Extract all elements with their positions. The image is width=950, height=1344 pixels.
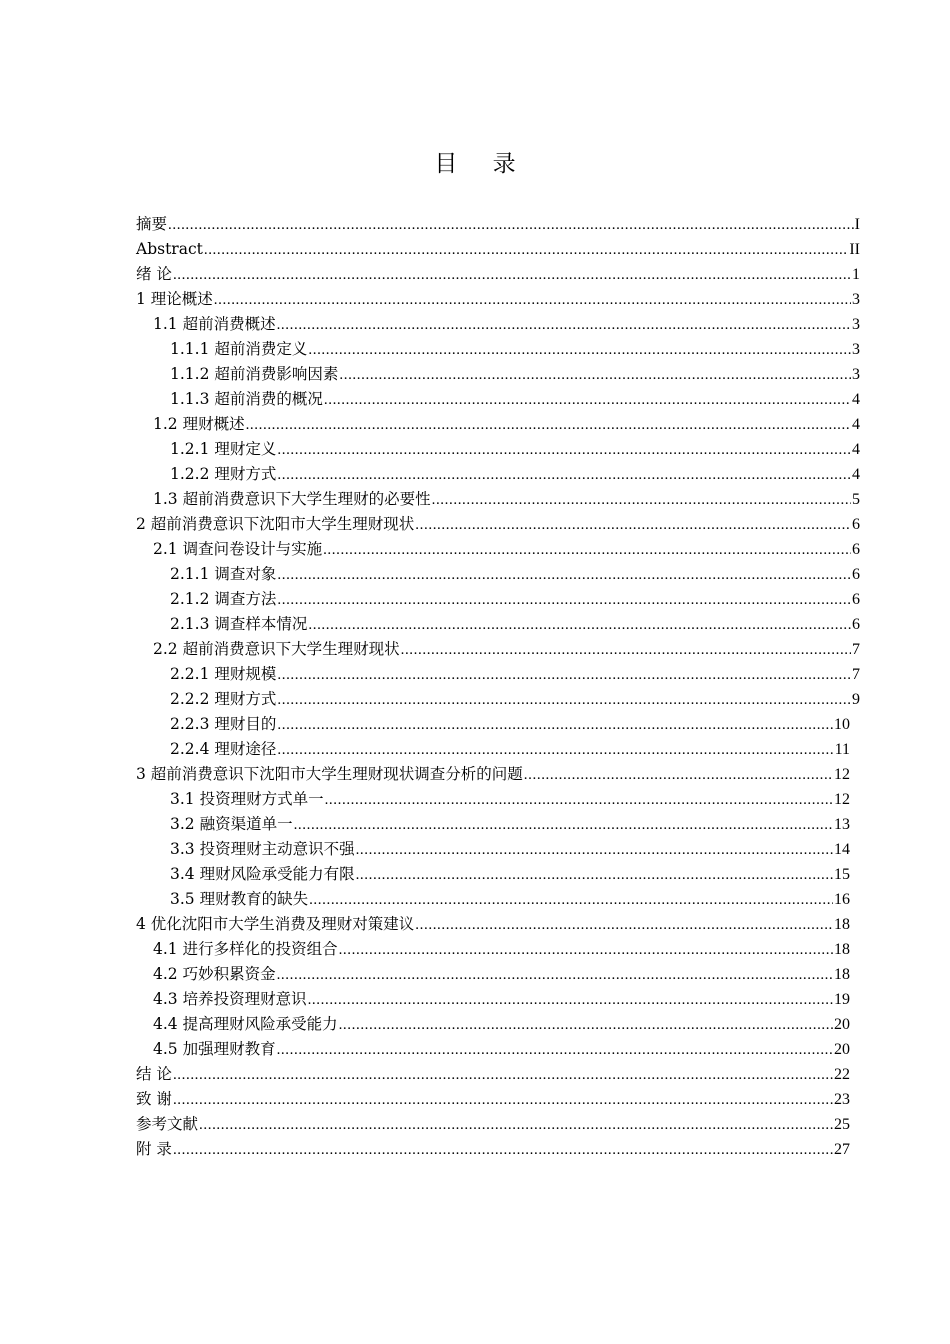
toc-dot-leader (323, 538, 851, 563)
toc-dot-leader (294, 813, 833, 838)
toc-entry[interactable] (136, 812, 850, 837)
toc-dot-leader (277, 963, 833, 988)
toc-list (136, 212, 860, 1162)
toc-dot-leader (277, 663, 851, 688)
toc-entry-page: 20 (834, 1016, 850, 1033)
toc-entry[interactable] (136, 312, 860, 337)
toc-dot-leader (308, 613, 851, 638)
toc-dot-leader (246, 413, 851, 438)
toc-dot-leader (324, 388, 851, 413)
toc-dot-leader (277, 563, 851, 588)
toc-entry[interactable] (136, 862, 850, 887)
toc-dot-leader (309, 888, 833, 913)
toc-dot-leader (524, 763, 833, 788)
toc-entry-page: 20 (834, 1041, 850, 1058)
toc-dot-leader (415, 913, 833, 938)
toc-entry-label: 1.2.2 理财方式 (170, 465, 277, 483)
toc-entry[interactable] (136, 937, 850, 962)
toc-entry[interactable] (136, 337, 860, 362)
toc-entry-page: 9 (852, 691, 860, 708)
toc-entry-label: 1.1 超前消费概述 (153, 315, 276, 333)
toc-entry[interactable] (136, 837, 850, 862)
toc-entry[interactable] (136, 512, 860, 537)
toc-entry-label: 4 优化沈阳市大学生消费及理财对策建议 (136, 915, 415, 933)
toc-entry-label: 2.2 超前消费意识下大学生理财现状 (153, 640, 400, 658)
toc-entry[interactable] (136, 912, 850, 937)
toc-entry-label: 4.4 提高理财风险承受能力 (153, 1015, 338, 1033)
toc-entry-page: 4 (852, 441, 860, 458)
toc-dot-leader (173, 1088, 833, 1113)
toc-dot-leader (277, 713, 833, 738)
toc-dot-leader (277, 588, 851, 613)
toc-entry[interactable] (136, 387, 860, 412)
toc-entry[interactable] (136, 287, 860, 312)
toc-dot-leader (204, 238, 848, 263)
toc-entry-label: 2.1.1 调查对象 (170, 565, 277, 583)
toc-entry-label: Abstract (136, 240, 203, 258)
toc-entry[interactable] (136, 237, 860, 262)
toc-entry-label: 致 谢 (136, 1090, 172, 1108)
toc-entry-page: 12 (834, 766, 850, 783)
toc-entry-page: 6 (852, 566, 860, 583)
toc-dot-leader (168, 213, 854, 238)
toc-entry-label: 3.3 投资理财主动意识不强 (170, 840, 355, 858)
toc-entry-page: 6 (852, 591, 860, 608)
toc-entry-page: 13 (834, 816, 850, 833)
toc-entry-page: 10 (834, 716, 850, 733)
toc-entry-label: 3.2 融资渠道单一 (170, 815, 293, 833)
toc-entry[interactable] (136, 887, 850, 912)
toc-entry-page: 6 (852, 541, 860, 558)
toc-entry[interactable] (136, 987, 850, 1012)
toc-entry[interactable] (136, 1087, 850, 1112)
toc-entry[interactable] (136, 687, 860, 712)
toc-entry-page: 4 (852, 416, 860, 433)
toc-entry-label: 摘要 (136, 215, 168, 233)
toc-dot-leader (339, 938, 833, 963)
toc-dot-leader (356, 838, 833, 863)
toc-entry-page: 6 (852, 616, 860, 633)
toc-entry-page: 4 (852, 391, 860, 408)
toc-entry-page: 3 (852, 291, 860, 308)
toc-title: 目 录 (434, 151, 530, 177)
toc-entry[interactable] (136, 662, 860, 687)
toc-entry[interactable] (136, 1112, 850, 1137)
toc-entry-label: 2.1 调查问卷设计与实施 (153, 540, 323, 558)
toc-entry-label: 2.2.3 理财目的 (170, 715, 277, 733)
toc-dot-leader (308, 988, 833, 1013)
toc-dot-leader (277, 1038, 833, 1063)
toc-entry[interactable] (136, 562, 860, 587)
toc-dot-leader (339, 1013, 833, 1038)
toc-entry-label: 2.2.1 理财规模 (170, 665, 277, 683)
toc-dot-leader (356, 863, 833, 888)
toc-dot-leader (308, 338, 851, 363)
toc-dot-leader (277, 313, 851, 338)
toc-entry-label: 4.2 巧妙积累资金 (153, 965, 276, 983)
toc-entry-label: 参考文献 (136, 1115, 199, 1133)
toc-entry-label: 2.1.2 调查方法 (170, 590, 277, 608)
toc-entry-page: 11 (834, 741, 850, 758)
toc-entry-label: 结 论 (136, 1065, 172, 1083)
toc-entry-label: 1.1.3 超前消费的概况 (170, 390, 323, 408)
toc-entry-label: 绪 论 (136, 265, 172, 283)
toc-entry-label: 3.5 理财教育的缺失 (170, 890, 309, 908)
toc-entry-label: 3.1 投资理财方式单一 (170, 790, 324, 808)
toc-dot-leader (401, 638, 851, 663)
toc-entry-page: 7 (852, 666, 860, 683)
toc-entry-label: 2.1.3 调查样本情况 (170, 615, 308, 633)
toc-entry-page: 5 (852, 491, 860, 508)
toc-entry-label: 4.3 培养投资理财意识 (153, 990, 307, 1008)
toc-entry-label: 附 录 (136, 1140, 172, 1158)
toc-entry-label: 1.1.1 超前消费定义 (170, 340, 308, 358)
toc-entry[interactable] (136, 737, 850, 762)
toc-entry[interactable] (136, 637, 860, 662)
toc-entry-page: 18 (834, 941, 850, 958)
toc-entry-page: 18 (834, 916, 850, 933)
toc-dot-leader (173, 1138, 833, 1163)
toc-entry[interactable] (136, 212, 860, 237)
toc-entry[interactable] (136, 1037, 850, 1062)
toc-entry-page: 3 (852, 316, 860, 333)
toc-entry-page: 12 (834, 791, 850, 808)
toc-entry[interactable] (136, 1062, 850, 1087)
toc-entry[interactable] (136, 1012, 850, 1037)
toc-entry-label: 1.2.1 理财定义 (170, 440, 277, 458)
toc-entry-page: 7 (852, 641, 860, 658)
toc-entry-page: 3 (852, 366, 860, 383)
toc-entry[interactable] (136, 787, 850, 812)
toc-dot-leader (339, 363, 851, 388)
toc-entry-label: 1.1.2 超前消费影响因素 (170, 365, 339, 383)
toc-entry[interactable] (136, 437, 860, 462)
toc-entry-page: I (854, 216, 860, 233)
toc-dot-leader (173, 1063, 833, 1088)
toc-entry[interactable] (136, 587, 860, 612)
toc-entry-page: 4 (852, 466, 860, 483)
toc-entry-page: 19 (834, 991, 850, 1008)
toc-entry-page: 25 (834, 1116, 850, 1133)
toc-entry-label: 2.2.4 理财途径 (170, 740, 277, 758)
toc-entry[interactable] (136, 487, 860, 512)
toc-dot-leader (432, 488, 851, 513)
toc-entry[interactable] (136, 762, 850, 787)
toc-entry-page: 15 (834, 866, 850, 883)
toc-entry-page: 18 (834, 966, 850, 983)
toc-entry-label: 1.3 超前消费意识下大学生理财的必要性 (153, 490, 431, 508)
toc-entry[interactable] (136, 362, 860, 387)
toc-entry[interactable] (136, 462, 860, 487)
toc-dot-leader (173, 263, 851, 288)
toc-dot-leader (277, 438, 851, 463)
toc-entry-page: 16 (834, 891, 850, 908)
toc-entry-label: 4.1 进行多样化的投资组合 (153, 940, 338, 958)
toc-entry[interactable] (136, 712, 850, 737)
toc-entry-label: 1 理论概述 (136, 290, 213, 308)
toc-dot-leader (277, 688, 851, 713)
toc-entry[interactable] (136, 962, 850, 987)
toc-dot-leader (199, 1113, 833, 1138)
toc-entry-page: 27 (834, 1141, 850, 1158)
toc-entry-label: 1.2 理财概述 (153, 415, 245, 433)
toc-entry-label: 3 超前消费意识下沈阳市大学生理财现状调查分析的问题 (136, 765, 523, 783)
toc-entry[interactable] (136, 1137, 850, 1162)
toc-entry-page: II (849, 241, 860, 258)
toc-entry-page: 23 (834, 1091, 850, 1108)
toc-dot-leader (277, 738, 833, 763)
toc-dot-leader (277, 463, 851, 488)
toc-entry-page: 3 (852, 341, 860, 358)
toc-entry-page: 14 (834, 841, 850, 858)
toc-entry-page: 22 (834, 1066, 850, 1083)
toc-entry-page: 6 (852, 516, 860, 533)
toc-entry[interactable] (136, 537, 860, 562)
toc-entry-label: 2.2.2 理财方式 (170, 690, 277, 708)
toc-entry[interactable] (136, 262, 860, 287)
toc-entry[interactable] (136, 412, 860, 437)
toc-dot-leader (214, 288, 851, 313)
toc-dot-leader (415, 513, 851, 538)
toc-entry-page: 1 (852, 266, 860, 283)
toc-entry-label: 4.5 加强理财教育 (153, 1040, 276, 1058)
toc-entry[interactable] (136, 612, 860, 637)
toc-entry-label: 2 超前消费意识下沈阳市大学生理财现状 (136, 515, 415, 533)
toc-entry-label: 3.4 理财风险承受能力有限 (170, 865, 355, 883)
toc-dot-leader (325, 788, 833, 813)
